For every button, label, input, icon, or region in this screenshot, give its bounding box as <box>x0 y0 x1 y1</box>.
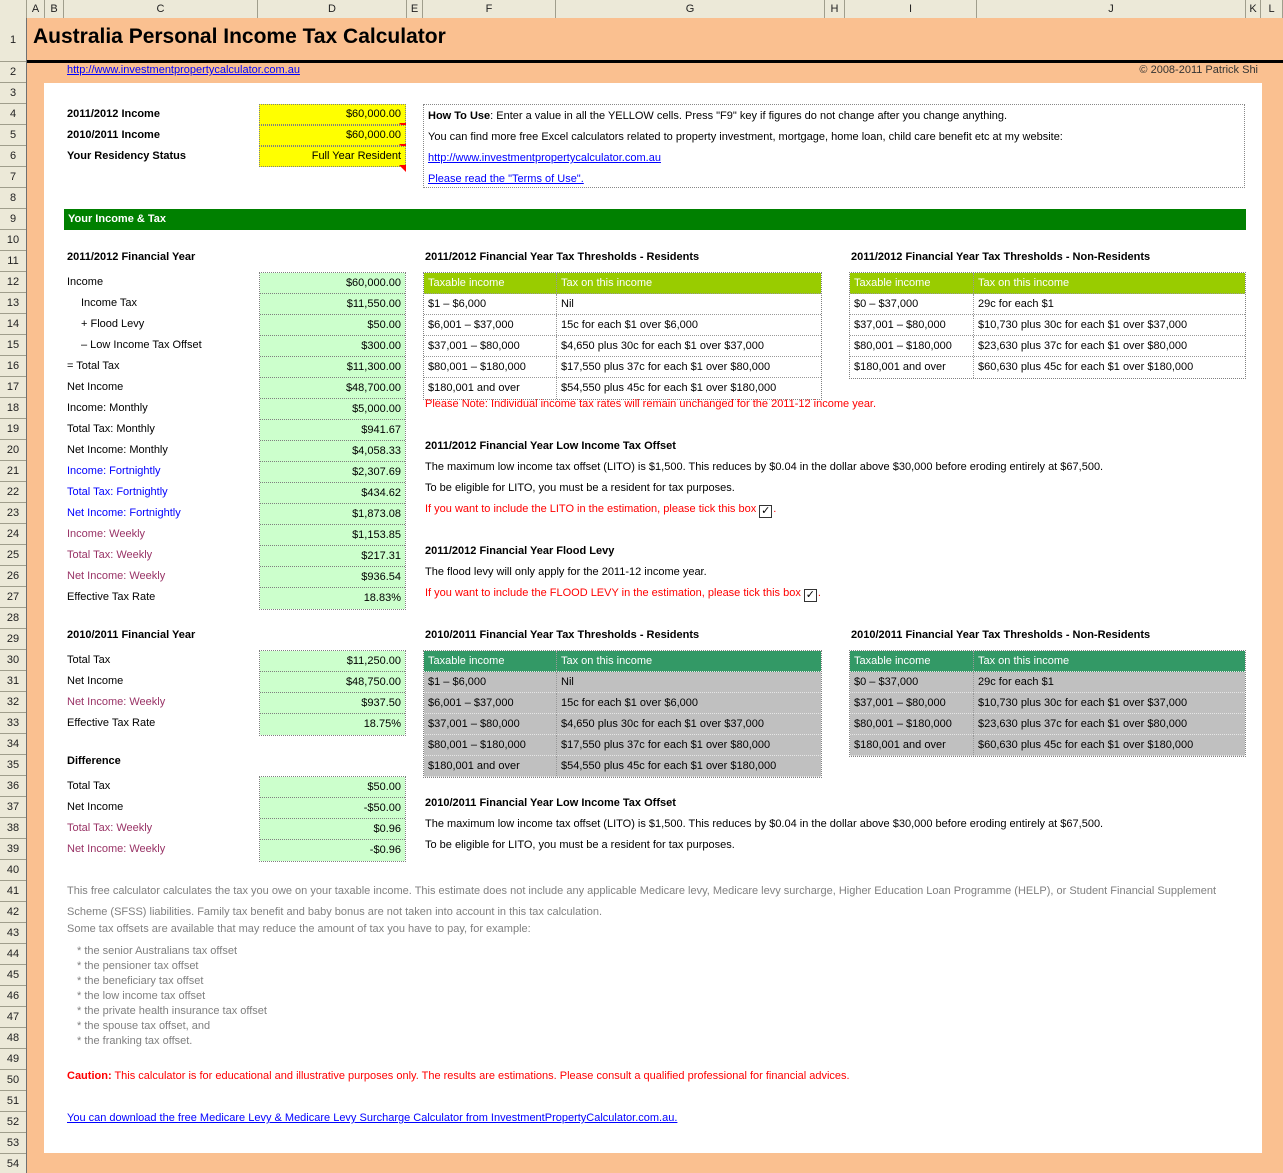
column-header-G[interactable]: G <box>556 0 825 18</box>
tax-table-2012-residents <box>423 272 822 400</box>
rate-cell: $17,550 plus 37c for each $1 over $80,000 <box>561 739 771 751</box>
bracket-cell: $37,001 – $80,000 <box>850 315 974 335</box>
column-header-H[interactable]: H <box>825 0 845 18</box>
row-header-29[interactable]: 29 <box>0 629 26 650</box>
value-cell[interactable]: 18.83% <box>260 588 405 609</box>
row-header-12[interactable]: 12 <box>0 272 26 293</box>
lito2012-tick-row: If you want to include the LITO in the estimation, please tick this box ✓ . <box>425 503 777 517</box>
row-header-35[interactable]: 35 <box>0 755 26 776</box>
figure-label: Net Income: Monthly <box>67 444 168 456</box>
offset-list-item: * the beneficiary tax offset <box>77 975 204 987</box>
rate-cell: 15c for each $1 over $6,000 <box>561 697 698 709</box>
lito2011-line2: To be eligible for LITO, you must be a resident for tax purposes. <box>425 839 735 851</box>
row-header-53[interactable]: 53 <box>0 1133 26 1154</box>
bracket-cell: $180,001 and over <box>850 357 974 378</box>
rate-cell: Nil <box>561 676 574 688</box>
table-row <box>424 672 821 693</box>
value-cell[interactable]: $1,873.08 <box>260 504 405 525</box>
row-header-32[interactable]: 32 <box>0 692 26 713</box>
lito-checkbox[interactable]: ✓ <box>761 505 771 517</box>
input-label: 2010/2011 Income <box>67 129 160 141</box>
rate-cell: $54,550 plus 45c for each $1 over $180,000 <box>561 382 777 394</box>
comment-indicator-icon <box>399 165 406 172</box>
figure-label: Net Income: Weekly <box>67 696 166 708</box>
row-header-49[interactable]: 49 <box>0 1049 26 1070</box>
fy2012-value-block <box>259 272 406 610</box>
row-header-25[interactable]: 25 <box>0 545 26 566</box>
offset-list-item: * the pensioner tax offset <box>77 960 199 972</box>
rate-cell: $54,550 plus 45c for each $1 over $180,000 <box>561 760 777 772</box>
value-cell[interactable]: $50.00 <box>260 315 405 336</box>
row-header-27[interactable]: 27 <box>0 587 26 608</box>
bracket-cell: $37,001 – $80,000 <box>850 693 974 713</box>
row-header-46[interactable]: 46 <box>0 986 26 1007</box>
row-header-10[interactable]: 10 <box>0 230 26 251</box>
table-header-row <box>850 651 1245 672</box>
row-header-51[interactable]: 51 <box>0 1091 26 1112</box>
table-header-tax-on-income: Tax on this income <box>561 655 653 667</box>
row-header-13[interactable]: 13 <box>0 293 26 314</box>
row-header-48[interactable]: 48 <box>0 1028 26 1049</box>
row-header-22[interactable]: 22 <box>0 482 26 503</box>
terms-of-use-link[interactable]: Please read the "Terms of Use". <box>428 173 584 185</box>
figure-label: Net Income <box>67 675 124 687</box>
row-header-36[interactable]: 36 <box>0 776 26 797</box>
figure-label: Total Tax <box>67 654 111 666</box>
caution-text: Caution: This calculator is for educational and illustrative purposes only. The results are estimations. Please consult a qualified professional for financial advices. <box>67 1070 850 1082</box>
value-cell[interactable]: $936.54 <box>260 567 405 588</box>
row-header-47[interactable]: 47 <box>0 1007 26 1028</box>
row-header-31[interactable]: 31 <box>0 671 26 692</box>
page-title: Australia Personal Income Tax Calculator <box>33 25 446 48</box>
row-header-50[interactable]: 50 <box>0 1070 26 1091</box>
bracket-cell: $180,001 and over <box>424 756 557 776</box>
table-row <box>850 735 1245 756</box>
difference-value-block <box>259 776 406 862</box>
column-header-D[interactable]: D <box>258 0 407 18</box>
section-banner: Your Income & Tax <box>64 209 1246 230</box>
row-header-17[interactable]: 17 <box>0 377 26 398</box>
table-header-row <box>424 651 821 672</box>
figure-label: Income: Monthly <box>67 402 148 414</box>
row-header-14[interactable]: 14 <box>0 314 26 335</box>
figure-label: Income <box>67 276 104 288</box>
fy2012-heading: 2011/2012 Financial Year <box>67 251 196 263</box>
row-header-1[interactable]: 1 <box>0 18 26 62</box>
lito2012-heading: 2011/2012 Financial Year Low Income Tax Offset <box>425 440 676 452</box>
bracket-cell: $1 – $6,000 <box>424 294 557 314</box>
select-all-corner[interactable] <box>0 0 27 18</box>
table-row <box>424 735 821 756</box>
offset-list-item: * the private health insurance tax offset <box>77 1005 267 1017</box>
bracket-cell: $80,001 – $180,000 <box>850 714 974 734</box>
value-cell[interactable]: $434.62 <box>260 483 405 504</box>
row-header-24[interactable]: 24 <box>0 524 26 545</box>
lito2012-line2: To be eligible for LITO, you must be a resident for tax purposes. <box>425 482 735 494</box>
table-header-taxable-income: Taxable income <box>850 273 974 293</box>
bracket-cell: $0 – $37,000 <box>850 294 974 314</box>
figure-label: Income: Fortnightly <box>67 465 161 477</box>
row-header-20[interactable]: 20 <box>0 440 26 461</box>
row-header-8[interactable]: 8 <box>0 188 26 209</box>
row-header-30[interactable]: 30 <box>0 650 26 671</box>
row-header-39[interactable]: 39 <box>0 839 26 860</box>
figure-label: Total Tax: Fortnightly <box>67 486 168 498</box>
figure-label: Total Tax: Weekly <box>67 549 153 561</box>
lito2012-line1: The maximum low income tax offset (LITO) is $1,500. This reduces by $0.04 in the dollar above $30,000 before eroding entirely at $67,500. <box>425 461 1104 473</box>
row-header-34[interactable]: 34 <box>0 734 26 755</box>
rate-cell: 29c for each $1 <box>978 298 1054 310</box>
tax-table-2011-residents <box>423 650 822 778</box>
value-cell[interactable]: $1,153.85 <box>260 525 405 546</box>
how-to-use-box <box>423 104 1245 188</box>
bracket-cell: $80,001 – $180,000 <box>850 336 974 356</box>
row-header-15[interactable]: 15 <box>0 335 26 356</box>
column-header-I[interactable]: I <box>845 0 977 18</box>
figure-label: Total Tax: Monthly <box>67 423 155 435</box>
column-header-L[interactable]: L <box>1261 0 1283 18</box>
value-cell[interactable]: $48,750.00 <box>260 672 405 693</box>
rate-cell: Nil <box>561 298 574 310</box>
value-cell[interactable]: $941.67 <box>260 420 405 441</box>
table-header-tax-on-income: Tax on this income <box>561 277 653 289</box>
figure-label: Net Income: Weekly <box>67 570 166 582</box>
bracket-cell: $80,001 – $180,000 <box>424 357 557 377</box>
value-cell[interactable]: $217.31 <box>260 546 405 567</box>
res2012-table-title: 2011/2012 Financial Year Tax Thresholds - Residents <box>425 251 700 263</box>
input-cell-income-1[interactable]: $60,000.00 <box>259 125 406 146</box>
sheet-area <box>27 18 1283 1173</box>
table-header-tax-on-income: Tax on this income <box>978 277 1070 289</box>
row-header-37[interactable]: 37 <box>0 797 26 818</box>
rate-cell: $4,650 plus 30c for each $1 over $37,000 <box>561 718 765 730</box>
input-cell-residency[interactable]: Full Year Resident <box>259 146 406 167</box>
bracket-cell: $180,001 and over <box>850 735 974 755</box>
value-cell[interactable]: $5,000.00 <box>260 399 405 420</box>
row-header-26[interactable]: 26 <box>0 566 26 587</box>
tax-table-2011-nonresidents <box>849 650 1246 757</box>
fy2011-value-block <box>259 650 406 736</box>
value-cell[interactable]: -$0.96 <box>260 840 405 861</box>
table-row <box>424 756 821 777</box>
row-header-strip <box>0 18 27 1173</box>
rates-unchanged-note: Please Note: Individual income tax rates will remain unchanged for the 2011-12 income year. <box>425 398 877 410</box>
table-row <box>424 315 821 336</box>
copyright-text: © 2008-2011 Patrick Shi <box>1139 64 1258 76</box>
row-header-42[interactable]: 42 <box>0 902 26 923</box>
value-cell[interactable]: -$50.00 <box>260 798 405 819</box>
input-label: 2011/2012 Income <box>67 108 160 120</box>
rate-cell: $17,550 plus 37c for each $1 over $80,000 <box>561 361 771 373</box>
difference-heading: Difference <box>67 755 121 767</box>
column-header-strip <box>0 0 1283 19</box>
flood-levy-checkbox[interactable]: ✓ <box>805 589 815 601</box>
flood-heading: 2011/2012 Financial Year Flood Levy <box>425 545 615 557</box>
how-to-use-line1: How To Use: Enter a value in all the YELLOW cells. Press "F9" key if figures do not change after you change anything. <box>428 110 1008 122</box>
offset-list-item: * the spouse tax offset, and <box>77 1020 211 1032</box>
input-cell-income-0[interactable]: $60,000.00 <box>259 104 406 125</box>
offsets-list <box>77 944 267 1049</box>
table-row <box>424 378 821 399</box>
row-header-38[interactable]: 38 <box>0 818 26 839</box>
column-header-K[interactable]: K <box>1246 0 1261 18</box>
value-cell[interactable]: $48,700.00 <box>260 378 405 399</box>
table-row <box>424 693 821 714</box>
download-link[interactable]: You can download the free Medicare Levy & Medicare Levy Surcharge Calculator from InvestmentPropertyCalculator.com.au. <box>67 1112 678 1124</box>
bracket-cell: $180,001 and over <box>424 378 557 399</box>
bracket-cell: $0 – $37,000 <box>850 672 974 692</box>
column-header-A[interactable]: A <box>27 0 45 18</box>
website-link[interactable]: http://www.investmentpropertycalculator.com.au <box>67 64 300 76</box>
table-row <box>850 672 1245 693</box>
table-row <box>850 693 1245 714</box>
value-cell[interactable]: $60,000.00 <box>260 273 405 294</box>
value-cell[interactable]: $50.00 <box>260 777 405 798</box>
value-cell[interactable]: $4,058.33 <box>260 441 405 462</box>
table-row <box>424 294 821 315</box>
figure-label: Effective Tax Rate <box>67 591 156 603</box>
calculator-site-link[interactable]: http://www.investmentpropertycalculator.com.au <box>428 152 661 164</box>
figure-label: Income: Weekly <box>67 528 146 540</box>
row-header-9[interactable]: 9 <box>0 209 26 230</box>
row-header-7[interactable]: 7 <box>0 167 26 188</box>
lito2011-line1: The maximum low income tax offset (LITO) is $1,500. This reduces by $0.04 in the dollar above $30,000 before eroding entirely at $67,500. <box>425 818 1104 830</box>
how-to-use-heading: How To Use <box>428 110 491 122</box>
value-cell[interactable]: $937.50 <box>260 693 405 714</box>
table-row <box>424 714 821 735</box>
column-header-J[interactable]: J <box>977 0 1246 18</box>
offsets-intro: Some tax offsets are available that may reduce the amount of tax you have to pay, for example: <box>67 923 531 935</box>
disclaimer-text: This free calculator calculates the tax you owe on your taxable income. This estimate does not include any applicable Medicare levy, Medicare levy surcharge, Higher Education Loan Programme (HELP), or Student Financial Supplement Scheme (SFSS) liabilities. Family tax benefit and baby bonus are not taken into account in this tax calculation. <box>67 885 1217 918</box>
row-header-18[interactable]: 18 <box>0 398 26 419</box>
row-header-44[interactable]: 44 <box>0 944 26 965</box>
figure-label: Net Income <box>67 381 124 393</box>
table-row <box>850 336 1245 357</box>
column-header-E[interactable]: E <box>407 0 423 18</box>
row-header-23[interactable]: 23 <box>0 503 26 524</box>
value-cell[interactable]: 18.75% <box>260 714 405 735</box>
row-header-52[interactable]: 52 <box>0 1112 26 1133</box>
fy2011-heading: 2010/2011 Financial Year <box>67 629 196 641</box>
title-row <box>27 18 1283 63</box>
row-header-6[interactable]: 6 <box>0 146 26 167</box>
figure-label: Net Income: Fortnightly <box>67 507 181 519</box>
flood-tick-row: If you want to include the FLOOD LEVY in the estimation, please tick this box ✓ . <box>425 587 821 601</box>
bracket-cell: $6,001 – $37,000 <box>424 315 557 335</box>
rate-cell: 15c for each $1 over $6,000 <box>561 319 698 331</box>
value-cell[interactable]: $11,300.00 <box>260 357 405 378</box>
res2011-table-title: 2010/2011 Financial Year Tax Thresholds - Residents <box>425 629 700 641</box>
column-header-B[interactable]: B <box>45 0 64 18</box>
table-header-taxable-income: Taxable income <box>850 651 974 671</box>
value-cell[interactable]: $11,550.00 <box>260 294 405 315</box>
rate-cell: $23,630 plus 37c for each $1 over $80,000 <box>978 718 1188 730</box>
row-header-28[interactable]: 28 <box>0 608 26 629</box>
offset-list-item: * the senior Australians tax offset <box>77 945 237 957</box>
rate-cell: 29c for each $1 <box>978 676 1054 688</box>
table-row <box>850 714 1245 735</box>
bracket-cell: $80,001 – $180,000 <box>424 735 557 755</box>
table-row <box>424 336 821 357</box>
value-cell[interactable]: $0.96 <box>260 819 405 840</box>
row-header-43[interactable]: 43 <box>0 923 26 944</box>
figure-label: – Low Income Tax Offset <box>81 339 202 351</box>
row-header-33[interactable]: 33 <box>0 713 26 734</box>
rate-cell: $23,630 plus 37c for each $1 over $80,000 <box>978 340 1188 352</box>
figure-label: Net Income <box>67 801 124 813</box>
table-row <box>850 315 1245 336</box>
row-header-19[interactable]: 19 <box>0 419 26 440</box>
bracket-cell: $37,001 – $80,000 <box>424 336 557 356</box>
figure-label: = Total Tax <box>67 360 120 372</box>
lito2011-heading: 2010/2011 Financial Year Low Income Tax Offset <box>425 797 676 809</box>
table-header-row <box>850 273 1245 294</box>
row-header-2[interactable]: 2 <box>0 62 26 83</box>
table-header-taxable-income: Taxable income <box>424 651 557 671</box>
nonres2011-table-title: 2010/2011 Financial Year Tax Thresholds - Non-Residents <box>851 629 1151 641</box>
figure-label: Total Tax: Weekly <box>67 822 153 834</box>
column-header-F[interactable]: F <box>423 0 556 18</box>
value-cell[interactable]: $2,307.69 <box>260 462 405 483</box>
table-row <box>850 294 1245 315</box>
tax-table-2012-nonresidents <box>849 272 1246 379</box>
rate-cell: $4,650 plus 30c for each $1 over $37,000 <box>561 340 765 352</box>
column-header-C[interactable]: C <box>64 0 258 18</box>
figure-label: Effective Tax Rate <box>67 717 156 729</box>
rate-cell: $10,730 plus 30c for each $1 over $37,000 <box>978 697 1188 709</box>
row-header-5[interactable]: 5 <box>0 125 26 146</box>
row-header-45[interactable]: 45 <box>0 965 26 986</box>
figure-label: Total Tax <box>67 780 111 792</box>
rate-cell: $60,630 plus 45c for each $1 over $180,000 <box>978 361 1194 373</box>
offset-list-item: * the low income tax offset <box>77 990 206 1002</box>
table-header-row <box>424 273 821 294</box>
bracket-cell: $6,001 – $37,000 <box>424 693 557 713</box>
bracket-cell: $1 – $6,000 <box>424 672 557 692</box>
row-header-16[interactable]: 16 <box>0 356 26 377</box>
table-header-tax-on-income: Tax on this income <box>978 655 1070 667</box>
row-header-4[interactable]: 4 <box>0 104 26 125</box>
table-header-taxable-income: Taxable income <box>424 273 557 293</box>
row-header-21[interactable]: 21 <box>0 461 26 482</box>
nonres2012-table-title: 2011/2012 Financial Year Tax Thresholds - Non-Residents <box>851 251 1151 263</box>
value-cell[interactable]: $11,250.00 <box>260 651 405 672</box>
table-row <box>424 357 821 378</box>
row-header-41[interactable]: 41 <box>0 881 26 902</box>
how-to-use-line2: You can find more free Excel calculators related to property investment, mortgage, home loan, child care benefit etc at my website: <box>428 131 1063 143</box>
row-header-40[interactable]: 40 <box>0 860 26 881</box>
row-header-11[interactable]: 11 <box>0 251 26 272</box>
rate-cell: $60,630 plus 45c for each $1 over $180,000 <box>978 739 1194 751</box>
figure-label: + Flood Levy <box>81 318 145 330</box>
row-header-3[interactable]: 3 <box>0 83 26 104</box>
flood-line1: The flood levy will only apply for the 2011-12 income year. <box>425 566 707 578</box>
input-label: Your Residency Status <box>67 150 186 162</box>
figure-label: Net Income: Weekly <box>67 843 166 855</box>
table-row <box>850 357 1245 378</box>
row-header-54[interactable]: 54 <box>0 1154 26 1173</box>
offset-list-item: * the franking tax offset. <box>77 1035 193 1047</box>
figure-label: Income Tax <box>81 297 138 309</box>
bracket-cell: $37,001 – $80,000 <box>424 714 557 734</box>
value-cell[interactable]: $300.00 <box>260 336 405 357</box>
rate-cell: $10,730 plus 30c for each $1 over $37,000 <box>978 319 1188 331</box>
